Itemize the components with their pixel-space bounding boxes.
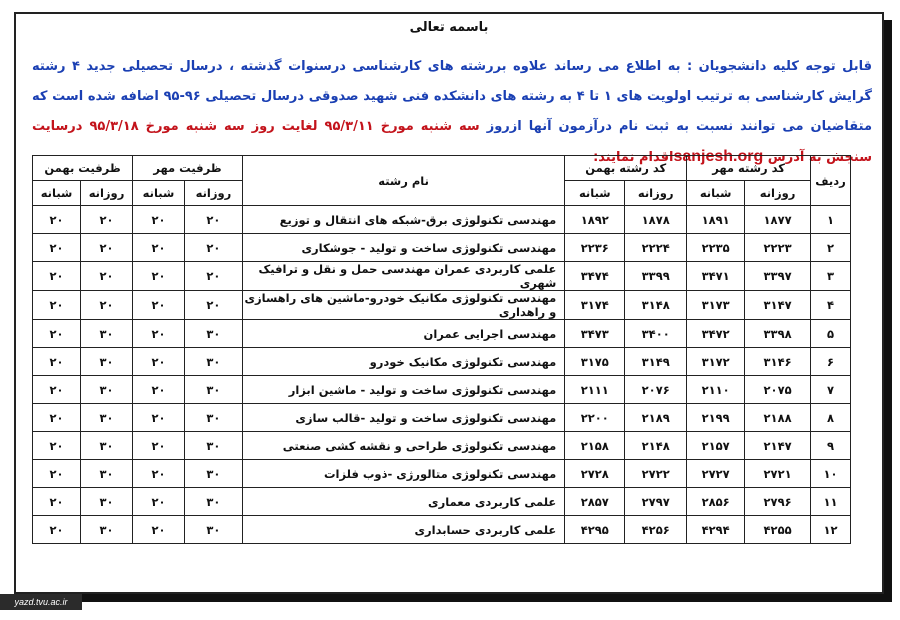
capacity-bahman-day-cell: ۳۰ bbox=[81, 488, 133, 516]
major-name-cell: علمی کاربردی حسابداری bbox=[242, 516, 564, 544]
row-number-cell: ۱۰ bbox=[811, 460, 851, 488]
capacity-mehr-night-cell: ۲۰ bbox=[133, 404, 185, 432]
capacity-mehr-night-cell: ۲۰ bbox=[133, 262, 185, 291]
code-bahman-night-cell: ۲۷۲۸ bbox=[565, 460, 625, 488]
capacity-bahman-night-cell: ۲۰ bbox=[33, 320, 81, 348]
code-bahman-night-cell: ۴۲۹۵ bbox=[565, 516, 625, 544]
table-body bbox=[33, 206, 851, 544]
table-row bbox=[33, 404, 851, 432]
table-row bbox=[33, 320, 851, 348]
code-mehr-night-cell: ۳۴۷۱ bbox=[687, 262, 745, 291]
capacity-bahman-night-cell: ۲۰ bbox=[33, 432, 81, 460]
header-day: روزانه bbox=[184, 181, 242, 206]
capacity-mehr-night-cell: ۲۰ bbox=[133, 432, 185, 460]
capacity-bahman-night-cell: ۲۰ bbox=[33, 376, 81, 404]
capacity-bahman-night-cell: ۲۰ bbox=[33, 488, 81, 516]
code-mehr-day-cell: ۲۱۸۸ bbox=[745, 404, 811, 432]
header-major-name: نام رشته bbox=[242, 156, 564, 206]
row-number-cell: ۱۱ bbox=[811, 488, 851, 516]
capacity-mehr-night-cell: ۲۰ bbox=[133, 460, 185, 488]
code-bahman-day-cell: ۳۳۹۹ bbox=[625, 262, 687, 291]
row-number-cell: ۲ bbox=[811, 234, 851, 262]
capacity-bahman-night-cell: ۲۰ bbox=[33, 291, 81, 320]
header-code-bahman: کد رشته بهمن bbox=[565, 156, 687, 181]
code-mehr-night-cell: ۲۷۲۷ bbox=[687, 460, 745, 488]
capacity-bahman-day-cell: ۳۰ bbox=[81, 376, 133, 404]
code-mehr-night-cell: ۲۱۵۷ bbox=[687, 432, 745, 460]
major-name-cell: مهندسی تکنولوژی طراحی و نقشه کشی صنعتی bbox=[242, 432, 564, 460]
capacity-mehr-night-cell: ۲۰ bbox=[133, 234, 185, 262]
row-number-cell: ۴ bbox=[811, 291, 851, 320]
code-mehr-night-cell: ۳۱۷۲ bbox=[687, 348, 745, 376]
code-bahman-day-cell: ۴۲۵۶ bbox=[625, 516, 687, 544]
code-bahman-night-cell: ۱۸۹۲ bbox=[565, 206, 625, 234]
row-number-cell: ۶ bbox=[811, 348, 851, 376]
code-bahman-day-cell: ۲۷۲۲ bbox=[625, 460, 687, 488]
capacity-mehr-day-cell: ۳۰ bbox=[184, 432, 242, 460]
code-mehr-day-cell: ۲۷۹۶ bbox=[745, 488, 811, 516]
header-night: شبانه bbox=[133, 181, 185, 206]
notice-text-1: قابل توجه کلیه دانشجویان : به اطلاع می رساند علاوه بررشته های کارشناسی درسنوات گذشته ، درسال تحصیلی جدید ۴ رشته گرایش کارشناسی به ترتیب اولویت های ۱ تا ۴ به رشته های دانشکده فنی شهید صدوقی درسال تحصیلی ۹۶-۹۵ اضافه شده است که متقاضیان می توانند نسبت به ثبت نام درآزمون آنها ازروز bbox=[32, 59, 873, 134]
code-bahman-night-cell: ۳۴۷۳ bbox=[565, 320, 625, 348]
code-bahman-night-cell: ۲۱۵۸ bbox=[565, 432, 625, 460]
code-mehr-day-cell: ۳۳۹۷ bbox=[745, 262, 811, 291]
code-bahman-night-cell: ۲۲۳۶ bbox=[565, 234, 625, 262]
code-mehr-night-cell: ۲۱۹۹ bbox=[687, 404, 745, 432]
capacity-mehr-day-cell: ۲۰ bbox=[184, 262, 242, 291]
capacity-mehr-day-cell: ۳۰ bbox=[184, 320, 242, 348]
code-bahman-day-cell: ۲۲۲۴ bbox=[625, 234, 687, 262]
code-bahman-night-cell: ۳۴۷۴ bbox=[565, 262, 625, 291]
capacity-bahman-day-cell: ۲۰ bbox=[81, 234, 133, 262]
capacity-mehr-night-cell: ۲۰ bbox=[133, 291, 185, 320]
header-night: شبانه bbox=[33, 181, 81, 206]
capacity-mehr-day-cell: ۳۰ bbox=[184, 348, 242, 376]
code-mehr-day-cell: ۲۲۲۳ bbox=[745, 234, 811, 262]
capacity-mehr-night-cell: ۲۰ bbox=[133, 376, 185, 404]
table-row bbox=[33, 516, 851, 544]
capacity-mehr-night-cell: ۲۰ bbox=[133, 320, 185, 348]
header-day: روزانه bbox=[81, 181, 133, 206]
code-bahman-night-cell: ۲۸۵۷ bbox=[565, 488, 625, 516]
code-bahman-night-cell: ۲۲۰۰ bbox=[565, 404, 625, 432]
majors-table bbox=[32, 155, 851, 544]
capacity-mehr-day-cell: ۲۰ bbox=[184, 291, 242, 320]
code-mehr-night-cell: ۳۴۷۲ bbox=[687, 320, 745, 348]
header-night: شبانه bbox=[565, 181, 625, 206]
capacity-bahman-day-cell: ۳۰ bbox=[81, 348, 133, 376]
major-name-cell: مهندسی تکنولوژی مکانیک خودرو-ماشین های راهسازی و راهداری bbox=[242, 291, 564, 320]
code-bahman-day-cell: ۳۱۴۹ bbox=[625, 348, 687, 376]
capacity-bahman-night-cell: ۲۰ bbox=[33, 404, 81, 432]
code-bahman-day-cell: ۲۱۸۹ bbox=[625, 404, 687, 432]
major-name-cell: مهندسی تکنولوژی متالورژی -ذوب فلزات bbox=[242, 460, 564, 488]
capacity-bahman-day-cell: ۳۰ bbox=[81, 432, 133, 460]
major-name-cell: علمی کاربردی عمران مهندسی حمل و نقل و ترافیک شهری bbox=[242, 262, 564, 291]
capacity-bahman-night-cell: ۲۰ bbox=[33, 234, 81, 262]
capacity-mehr-day-cell: ۳۰ bbox=[184, 460, 242, 488]
code-bahman-day-cell: ۲۰۷۶ bbox=[625, 376, 687, 404]
capacity-bahman-night-cell: ۲۰ bbox=[33, 206, 81, 234]
code-mehr-night-cell: ۲۱۱۰ bbox=[687, 376, 745, 404]
header-capacity-bahman: ظرفیت بهمن bbox=[33, 156, 133, 181]
row-number-cell: ۱ bbox=[811, 206, 851, 234]
capacity-bahman-day-cell: ۲۰ bbox=[81, 262, 133, 291]
capacity-bahman-night-cell: ۲۰ bbox=[33, 460, 81, 488]
table-row bbox=[33, 376, 851, 404]
capacity-mehr-day-cell: ۳۰ bbox=[184, 488, 242, 516]
code-mehr-day-cell: ۳۳۹۸ bbox=[745, 320, 811, 348]
capacity-bahman-day-cell: ۲۰ bbox=[81, 206, 133, 234]
row-number-cell: ۸ bbox=[811, 404, 851, 432]
code-mehr-night-cell: ۴۲۹۴ bbox=[687, 516, 745, 544]
header-night: شبانه bbox=[687, 181, 745, 206]
table-row bbox=[33, 206, 851, 234]
table-row bbox=[33, 488, 851, 516]
capacity-mehr-day-cell: ۳۰ bbox=[184, 516, 242, 544]
capacity-mehr-night-cell: ۲۰ bbox=[133, 348, 185, 376]
capacity-mehr-day-cell: ۲۰ bbox=[184, 234, 242, 262]
row-number-cell: ۷ bbox=[811, 376, 851, 404]
capacity-bahman-day-cell: ۳۰ bbox=[81, 404, 133, 432]
capacity-bahman-day-cell: ۳۰ bbox=[81, 320, 133, 348]
major-name-cell: مهندسی اجرایی عمران bbox=[242, 320, 564, 348]
code-bahman-day-cell: ۱۸۷۸ bbox=[625, 206, 687, 234]
code-mehr-day-cell: ۱۸۷۷ bbox=[745, 206, 811, 234]
capacity-mehr-night-cell: ۲۰ bbox=[133, 488, 185, 516]
row-number-cell: ۱۲ bbox=[811, 516, 851, 544]
code-bahman-day-cell: ۲۷۹۷ bbox=[625, 488, 687, 516]
capacity-mehr-night-cell: ۲۰ bbox=[133, 516, 185, 544]
capacity-bahman-night-cell: ۲۰ bbox=[33, 516, 81, 544]
code-bahman-day-cell: ۳۴۰۰ bbox=[625, 320, 687, 348]
row-number-cell: ۳ bbox=[811, 262, 851, 291]
header-code-mehr: کد رشته مهر bbox=[687, 156, 811, 181]
major-name-cell: مهندسی تکنولوژی برق-شبکه های انتقال و توزیع bbox=[242, 206, 564, 234]
capacity-bahman-night-cell: ۲۰ bbox=[33, 262, 81, 291]
header-day: روزانه bbox=[625, 181, 687, 206]
row-number-cell: ۹ bbox=[811, 432, 851, 460]
row-number-cell: ۵ bbox=[811, 320, 851, 348]
capacity-bahman-day-cell: ۳۰ bbox=[81, 516, 133, 544]
capacity-mehr-day-cell: ۲۰ bbox=[184, 206, 242, 234]
code-bahman-night-cell: ۲۱۱۱ bbox=[565, 376, 625, 404]
table-row bbox=[33, 460, 851, 488]
code-mehr-day-cell: ۳۱۴۶ bbox=[745, 348, 811, 376]
code-mehr-day-cell: ۲۷۲۱ bbox=[745, 460, 811, 488]
code-mehr-night-cell: ۲۲۳۵ bbox=[687, 234, 745, 262]
header-row-number: ردیف bbox=[811, 156, 851, 206]
major-name-cell: مهندسی تکنولوژی ساخت و تولید - جوشکاری bbox=[242, 234, 564, 262]
capacity-bahman-day-cell: ۳۰ bbox=[81, 460, 133, 488]
code-bahman-day-cell: ۲۱۴۸ bbox=[625, 432, 687, 460]
major-name-cell: علمی کاربردی معماری bbox=[242, 488, 564, 516]
code-mehr-night-cell: ۱۸۹۱ bbox=[687, 206, 745, 234]
code-bahman-night-cell: ۳۱۷۵ bbox=[565, 348, 625, 376]
header-day: روزانه bbox=[745, 181, 811, 206]
site-link[interactable]: sanjesh.org bbox=[673, 148, 764, 165]
code-mehr-night-cell: ۳۱۷۳ bbox=[687, 291, 745, 320]
capacity-bahman-day-cell: ۲۰ bbox=[81, 291, 133, 320]
capacity-mehr-day-cell: ۳۰ bbox=[184, 404, 242, 432]
table-row bbox=[33, 348, 851, 376]
notice-dates: سه شنبه مورخ ۹۵/۳/۱۱ لغایت روز سه شنبه مورخ ۹۵/۳/۱۸ درسایت سنجش به آدرس bbox=[32, 119, 872, 165]
capacity-mehr-night-cell: ۲۰ bbox=[133, 206, 185, 234]
header-capacity-mehr: ظرفیت مهر bbox=[133, 156, 243, 181]
table-row bbox=[33, 432, 851, 460]
code-mehr-day-cell: ۲۱۴۷ bbox=[745, 432, 811, 460]
major-name-cell: مهندسی تکنولوژی ساخت و تولید - ماشین ابزار bbox=[242, 376, 564, 404]
capacity-mehr-day-cell: ۳۰ bbox=[184, 376, 242, 404]
code-mehr-day-cell: ۲۰۷۵ bbox=[745, 376, 811, 404]
notice-text-3: اقدام نمایند: bbox=[593, 150, 674, 165]
major-name-cell: مهندسی تکنولوژی مکانیک خودرو bbox=[242, 348, 564, 376]
table-row bbox=[33, 234, 851, 262]
site-watermark: yazd.tvu.ac.ir bbox=[0, 594, 82, 610]
major-name-cell: مهندسی تکنولوژی ساخت و تولید -قالب سازی bbox=[242, 404, 564, 432]
code-mehr-night-cell: ۲۸۵۶ bbox=[687, 488, 745, 516]
code-bahman-night-cell: ۳۱۷۴ bbox=[565, 291, 625, 320]
code-mehr-day-cell: ۳۱۴۷ bbox=[745, 291, 811, 320]
table-row bbox=[33, 291, 851, 320]
code-mehr-day-cell: ۴۲۵۵ bbox=[745, 516, 811, 544]
capacity-bahman-night-cell: ۲۰ bbox=[33, 348, 81, 376]
table-row bbox=[33, 262, 851, 291]
document-title: باسمه تعالی bbox=[409, 20, 489, 35]
header-row-1 bbox=[33, 156, 851, 181]
code-bahman-day-cell: ۳۱۴۸ bbox=[625, 291, 687, 320]
